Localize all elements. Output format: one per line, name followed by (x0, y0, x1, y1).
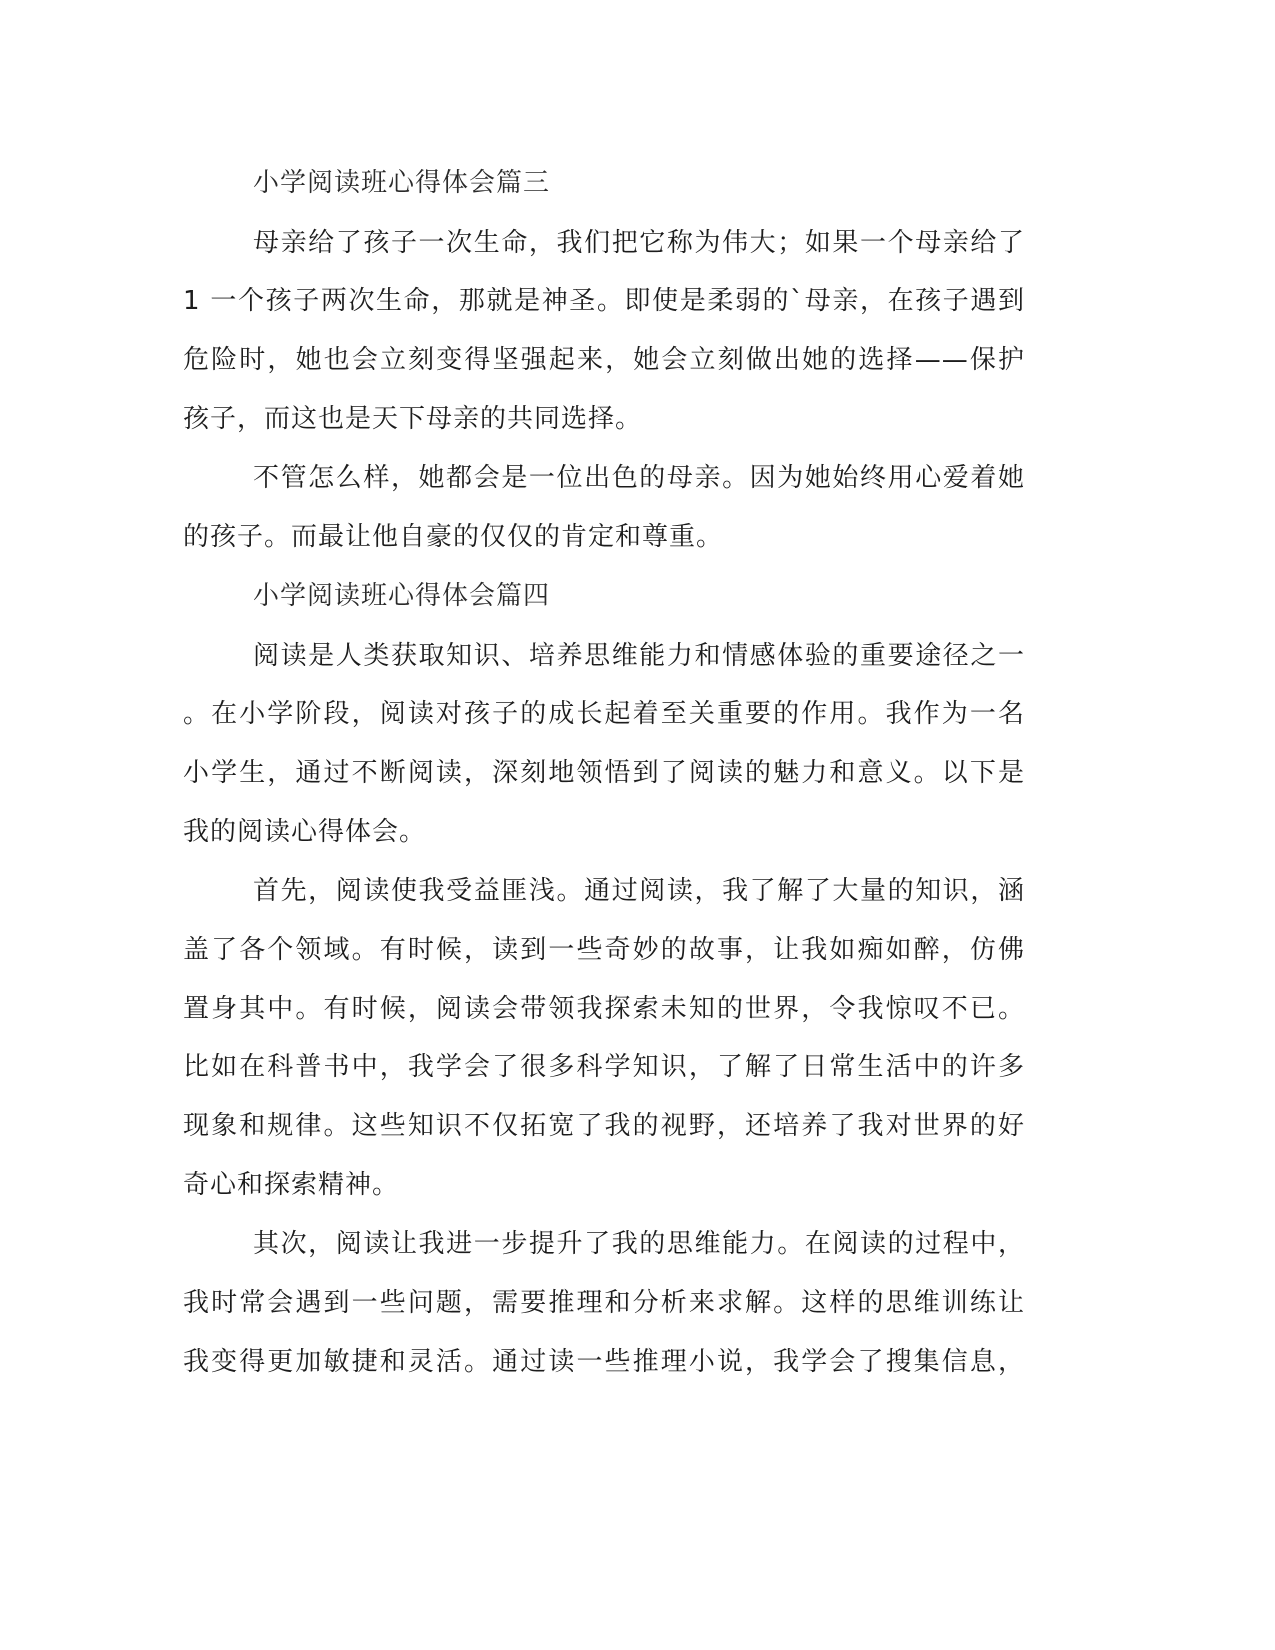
paragraph (183, 627, 1025, 862)
text-line: 我的阅读心得体会。 (183, 816, 427, 847)
paragraph (183, 214, 1025, 449)
paragraph (183, 1215, 1025, 1391)
section-heading: 小学阅读班心得体会篇四 (253, 580, 551, 611)
text-line: 不管怎么样，她都会是一位出色的母亲。因为她始终用心爱着她 (253, 463, 1025, 494)
text-line: 我变得更加敏捷和灵活。通过读一些推理小说，我学会了搜集信息， (183, 1346, 1025, 1377)
section-3 (183, 154, 1025, 567)
text-line: 小学生，通过不断阅读，深刻地领悟到了阅读的魅力和意义。以下是 (183, 757, 1025, 788)
text-line: 奇心和探索精神。 (183, 1169, 400, 1200)
text-line: 阅读是人类获取知识、培养思维能力和情感体验的重要途径之一 (253, 640, 1025, 671)
text-line: 母亲给了孩子一次生命，我们把它称为伟大；如果一个母亲给了 (253, 227, 1025, 258)
section-4 (183, 567, 1025, 1392)
text-line: 危险时，她也会立刻变得坚强起来，她会立刻做出她的选择——保护 (183, 345, 1025, 376)
text-line: 我时常会遇到一些问题，需要推理和分析来求解。这样的思维训练让 (183, 1288, 1025, 1319)
text-line: 置身其中。有时候，阅读会带领我探索未知的世界，令我惊叹不已。 (183, 993, 1025, 1024)
text-line: 的孩子。而最让他自豪的仅仅的肯定和尊重。 (183, 522, 724, 553)
text-line: 其次，阅读让我进一步提升了我的思维能力。在阅读的过程中， (253, 1229, 1025, 1260)
text-line: 比如在科普书中，我学会了很多科学知识，了解了日常生活中的许多 (183, 1052, 1025, 1083)
text-line: 孩子，而这也是天下母亲的共同选择。 (183, 403, 643, 434)
paragraph (183, 449, 1025, 566)
text-line: 现象和规律。这些知识不仅拓宽了我的视野，还培养了我对世界的好 (183, 1111, 1025, 1141)
section-heading: 小学阅读班心得体会篇三 (253, 168, 551, 198)
text-line: 盖了各个领域。有时候，读到一些奇妙的故事，让我如痴如醉，仿佛 (183, 934, 1025, 965)
document-body (183, 154, 1025, 1391)
text-line: 1 一个孩子两次生命，那就是神圣。即使是柔弱的`母亲，在孩子遇到 (183, 286, 1025, 317)
paragraph (183, 862, 1025, 1214)
text-line: 首先，阅读使我受益匪浅。通过阅读，我了解了大量的知识，涵 (253, 876, 1025, 907)
text-line: 。在小学阶段，阅读对孩子的成长起着至关重要的作用。我作为一名 (183, 699, 1025, 730)
